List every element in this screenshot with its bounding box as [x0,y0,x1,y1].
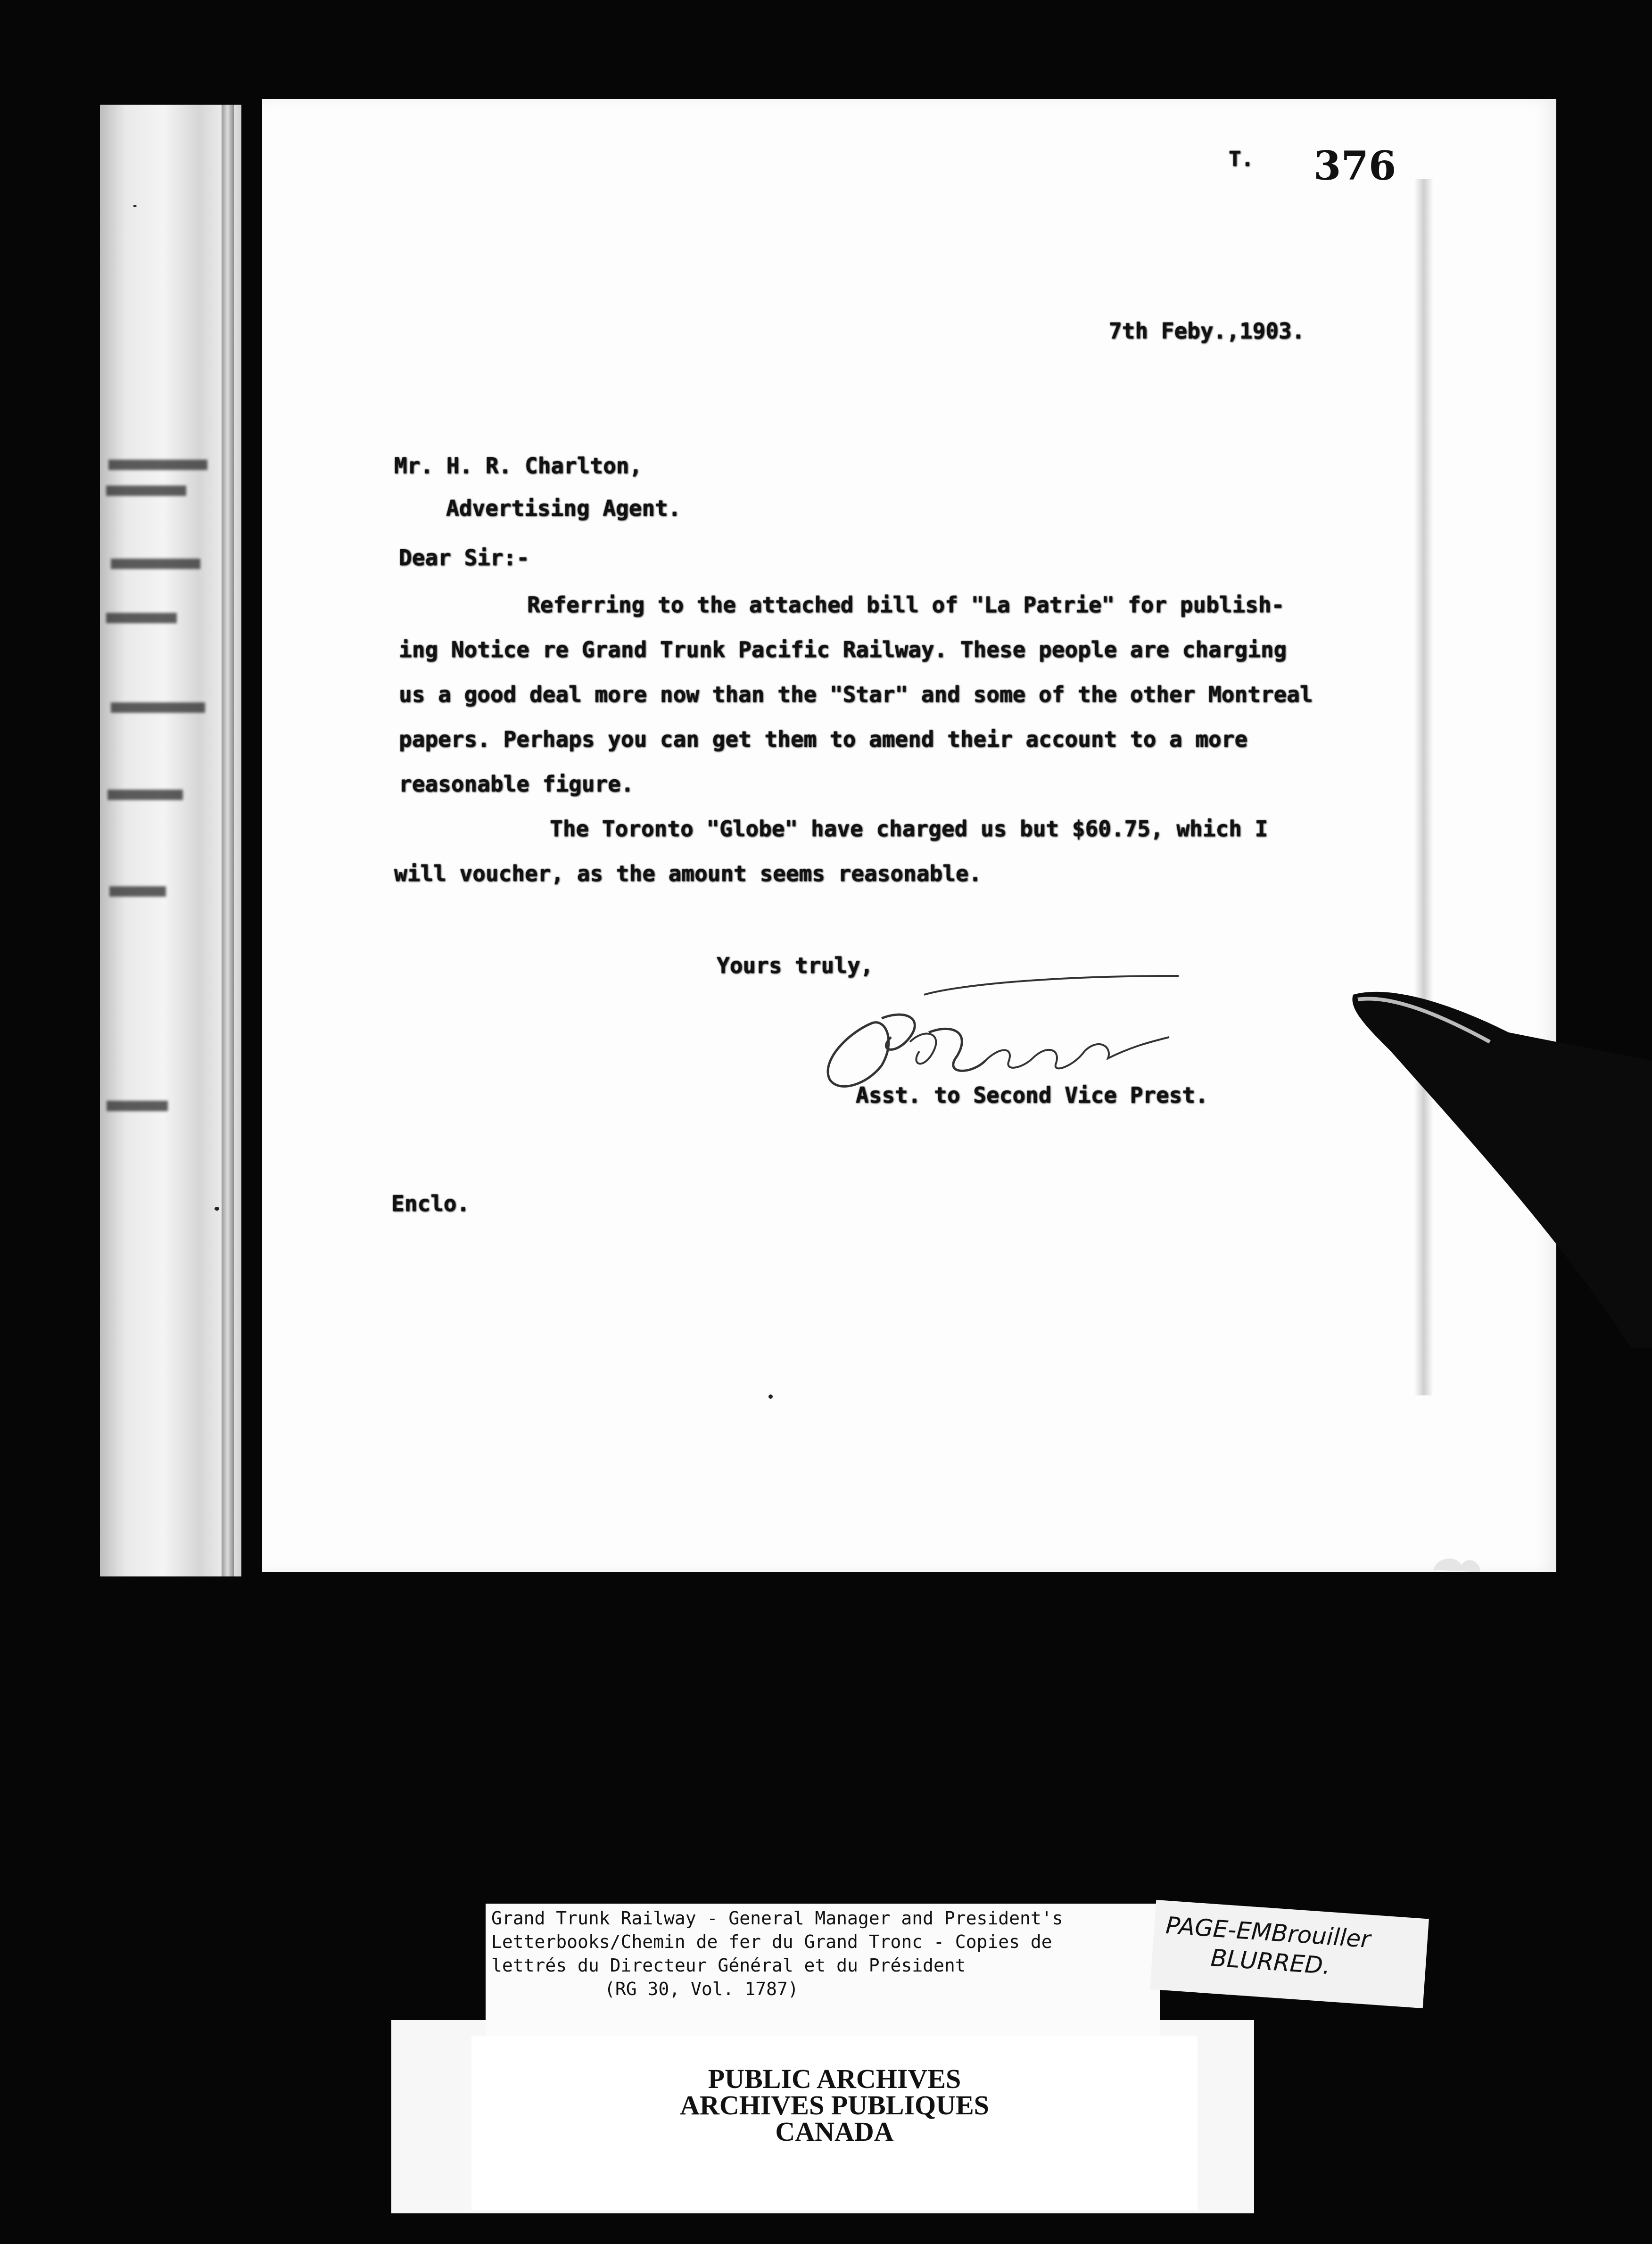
archives-line: PUBLIC ARCHIVES [708,2063,961,2094]
binding-spine [100,105,241,1576]
body-line: ing Notice re Grand Trunk Pacific Railway. These people are charging [399,637,1287,662]
label-line: lettrés du Directeur Général et du Président [491,1955,966,1976]
addressee-name: Mr. H. R. Charlton, [394,453,643,478]
body-line: The Toronto "Globe" have charged us but $60.75, which I [550,816,1268,842]
body-line: papers. Perhaps you can get them to amend their account to a more [399,726,1248,752]
spine-mark [109,886,166,897]
addressee-title: Advertising Agent. [446,495,681,521]
speck [215,1207,219,1211]
spine-mark [108,460,207,470]
signer-title: Asst. to Second Vice Prest. [856,1082,1208,1108]
spine-mark [107,790,183,800]
spine-mark [111,559,200,569]
closing: Yours truly, [717,953,874,978]
spine-mark [111,702,205,713]
binding-fold [222,105,234,1576]
body-line: will voucher, as the amount seems reasonable. [394,861,982,886]
page-clip [1429,1551,1485,1579]
archive-label-text [491,1906,1063,2001]
label-line: Grand Trunk Railway - General Manager and President's [491,1908,1063,1929]
archives-line: ARCHIVES PUBLIQUES [680,2090,989,2120]
body-line: Referring to the attached bill of "La Patrie" for publish- [527,592,1285,618]
archives-stamp [471,2063,1198,2147]
spine-mark [107,1101,168,1111]
note-line: BLURRED. [1210,1944,1331,1980]
spine-mark [106,486,186,496]
archives-line: CANADA [775,2116,894,2147]
body-line: reasonable figure. [399,771,634,797]
handwritten-signature [801,966,1198,1098]
pen-tip [1348,981,1652,1348]
letter-date: 7th Feby.,1903. [1109,318,1305,344]
speck [768,1394,773,1399]
enclosure-note: Enclo. [391,1191,470,1216]
page-number: 376 [1313,142,1396,189]
note-line: PAGE-EMBrouiller [1165,1911,1371,1954]
salutation: Dear Sir:- [399,545,529,570]
label-line: (RG 30, Vol. 1787) [604,1979,799,1999]
speck [133,205,137,207]
spine-mark [106,613,177,623]
series-mark: T. [1229,147,1254,171]
label-line: Letterbooks/Chemin de fer du Grand Tronc - Copies de [491,1931,1052,1952]
body-line: us a good deal more now than the "Star" and some of the other Montreal [399,682,1313,707]
